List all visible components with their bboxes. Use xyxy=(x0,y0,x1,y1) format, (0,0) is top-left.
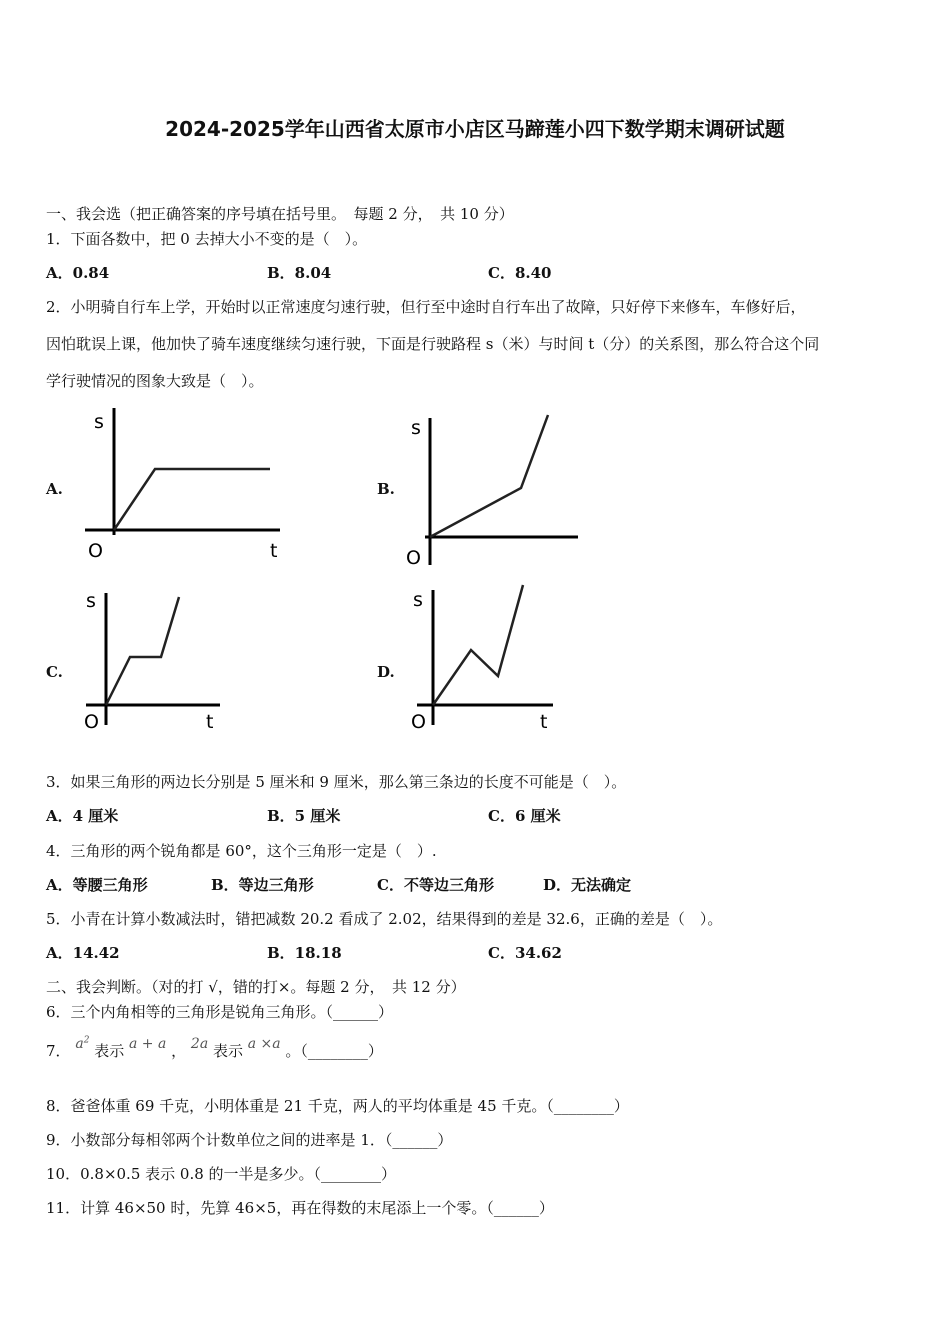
question-2-line2: 因怕耽误上课，他加快了骑车速度继续匀速行驶，下面是行驶路程 s（米）与时间 t（分）的关系图，那么符合这个同 xyxy=(46,335,820,353)
question-2-line3: 学行驶情况的图象大致是（ ）。 xyxy=(46,372,264,390)
q7-number: 7． xyxy=(46,1042,71,1060)
q7-word1: 表示 xyxy=(94,1042,125,1060)
q7-comma: ， xyxy=(171,1042,187,1060)
q5-option-a: A．14.42 xyxy=(46,944,120,962)
q1-option-c: C．8.40 xyxy=(488,264,552,282)
q5-option-c: C．34.62 xyxy=(488,944,562,962)
graph-d xyxy=(405,580,560,735)
graph-a-label: A. xyxy=(46,480,63,498)
section2-heading: 二、我会判断。（对的打 √，错的打×。每题 2 分， 共 12 分） xyxy=(46,978,466,996)
q7-expr1: a + a xyxy=(129,1036,167,1052)
graph-a-t-label: t xyxy=(270,540,278,562)
question-9: 9．小数部分每相邻两个计数单位之间的进率是 1．（______） xyxy=(46,1131,453,1149)
q3-option-a: A．4 厘米 xyxy=(46,807,119,825)
graph-b-s-label: s xyxy=(411,417,421,439)
question-6: 6．三个内角相等的三角形是锐角三角形。（______） xyxy=(46,1003,394,1021)
q1-option-b: B．8.04 xyxy=(267,264,332,282)
graph-a-origin: O xyxy=(88,540,103,562)
question-1: 1．下面各数中，把 0 去掉大小不变的是（ ）。 xyxy=(46,230,368,248)
question-5: 5．小青在计算小数减法时，错把减数 20.2 看成了 2.02，结果得到的差是 32.6，正确的差是（ ）。 xyxy=(46,910,723,928)
question-8: 8．爸爸体重 69 千克，小明体重是 21 千克，两人的平均体重是 45 千克。（________） xyxy=(46,1097,629,1115)
question-3: 3．如果三角形的两边长分别是 5 厘米和 9 厘米，那么第三条边的长度不可能是（ ）。 xyxy=(46,773,627,791)
question-11: 11．计算 46×50 时，先算 46×5，再在得数的末尾添上一个零。（______） xyxy=(46,1199,554,1217)
q3-option-b: B．5 厘米 xyxy=(267,807,341,825)
graph-c-t-label: t xyxy=(206,711,214,733)
graph-c-curve xyxy=(106,597,179,705)
q4-option-d: D．无法确定 xyxy=(543,876,632,894)
question-2-line1: 2．小明骑自行车上学，开始时以正常速度匀速行驶，但行至中途时自行车出了故障，只好停下来修车，车修好后， xyxy=(46,298,806,316)
graph-a xyxy=(80,400,300,565)
graph-d-s-label: s xyxy=(413,589,423,611)
q5-option-b: B．18.18 xyxy=(267,944,342,962)
q4-option-c: C．不等边三角形 xyxy=(377,876,494,894)
graph-b-curve xyxy=(430,415,548,537)
graph-c-s-label: s xyxy=(86,590,96,612)
graph-b-origin: O xyxy=(406,547,421,569)
q7-tail: 。（________） xyxy=(285,1042,383,1060)
graph-a-s-label: s xyxy=(94,411,104,433)
graph-c-origin: O xyxy=(84,711,99,733)
graph-b-label: B. xyxy=(377,480,395,498)
q7-word2: 表示 xyxy=(212,1042,243,1060)
q7-a-squared: $a^2$ xyxy=(75,1035,90,1052)
page-title: 2024-2025学年山西省太原市小店区马蹄莲小四下数学期末调研试题 xyxy=(165,117,785,141)
graph-c xyxy=(78,585,228,735)
graph-d-label: D. xyxy=(377,663,395,681)
q4-option-b: B．等边三角形 xyxy=(211,876,314,894)
question-4: 4．三角形的两个锐角都是 60°，这个三角形一定是（ ）. xyxy=(46,842,437,860)
q1-option-a: A．0.84 xyxy=(46,264,110,282)
section1-heading: 一、我会选（把正确答案的序号填在括号里。 每题 2 分， 共 10 分） xyxy=(46,205,514,223)
graph-d-origin: O xyxy=(411,711,426,733)
question-7 xyxy=(46,1035,383,1061)
q7-expr2: a ×a xyxy=(247,1036,281,1052)
graph-d-t-label: t xyxy=(540,711,548,733)
q3-option-c: C．6 厘米 xyxy=(488,807,561,825)
graph-d-curve xyxy=(433,585,523,705)
q4-option-a: A．等腰三角形 xyxy=(46,876,148,894)
q7-two-a: 2a xyxy=(190,1036,209,1052)
graph-c-label: C. xyxy=(46,663,63,681)
question-10: 10．0.8×0.5 表示 0.8 的一半是多少。（________） xyxy=(46,1165,397,1183)
graph-b xyxy=(400,400,590,570)
graph-a-curve xyxy=(114,469,270,530)
